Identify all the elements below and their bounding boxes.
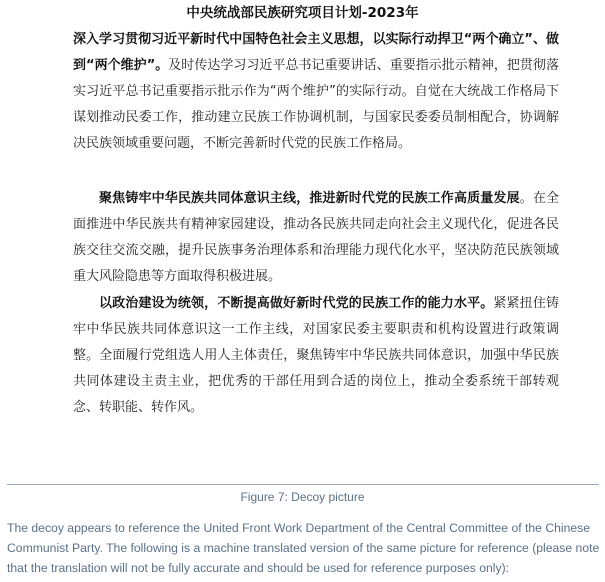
figure-divider <box>7 484 599 485</box>
paragraph-3 <box>73 291 559 421</box>
paragraph-3-body: 紧紧扭住铸牢中华民族共同体意识这一工作主线，对国家民委主要职责和机构设置进行政策调整。全面履行党组选人用人主体责任，聚焦铸牢中华民族共同体意识，加强中华民族共同体建设主责主业，把优秀的干部任用到合适的岗位上，推动全委系统干部转观念、转职能、转作风。 <box>73 296 559 415</box>
document-title: 中央统战部民族研究项目计划-2023年 <box>186 5 419 21</box>
paragraph-3-lead: 以政治建设为统领，不断提高做好新时代党的民族工作的能力水平。 <box>99 296 494 311</box>
translation-note: The decoy appears to reference the United Front Work Department of the Central Committee of the Chinese Communist Party. The following is a machine translated version of the same picture for reference (please note that the translation will not be fully accurate and should be used for reference purposes only): <box>7 521 600 575</box>
paragraph-2 <box>73 186 559 290</box>
paragraph-1 <box>73 27 559 157</box>
figure-caption: Figure 7: Decoy picture <box>240 490 365 504</box>
paragraph-1-lead: 深入学习贯彻习近平新时代中国特色社会主义思想，以实际行动捍卫“两个确立”、做到“两个维护”。 <box>73 32 559 73</box>
paragraph-1-body: 及时传达学习习近平总书记重要讲话、重要指示批示精神，把贯彻落实习近平总书记重要指示批示作为“两个维护”的实际行动。自觉在大统战工作格局下谋划推动民委工作，推动建立民族工作协调机制，与国家民委委员制相配合，协调解决民族领域重要问题，不断完善新时代党的民族工作格局。 <box>73 58 559 151</box>
paragraph-2-body: 。在全面推进中华民族共有精神家园建设，推动各民族共同走向社会主义现代化，促进各民族交往交流交融，提升民族事务治理体系和治理能力现代化水平，坚决防范民族领域重大风险隐患等方面取得积极进展。 <box>73 191 559 284</box>
paragraph-2-lead: 聚焦铸牢中华民族共同体意识主线，推进新时代党的民族工作高质量发展 <box>99 191 520 206</box>
